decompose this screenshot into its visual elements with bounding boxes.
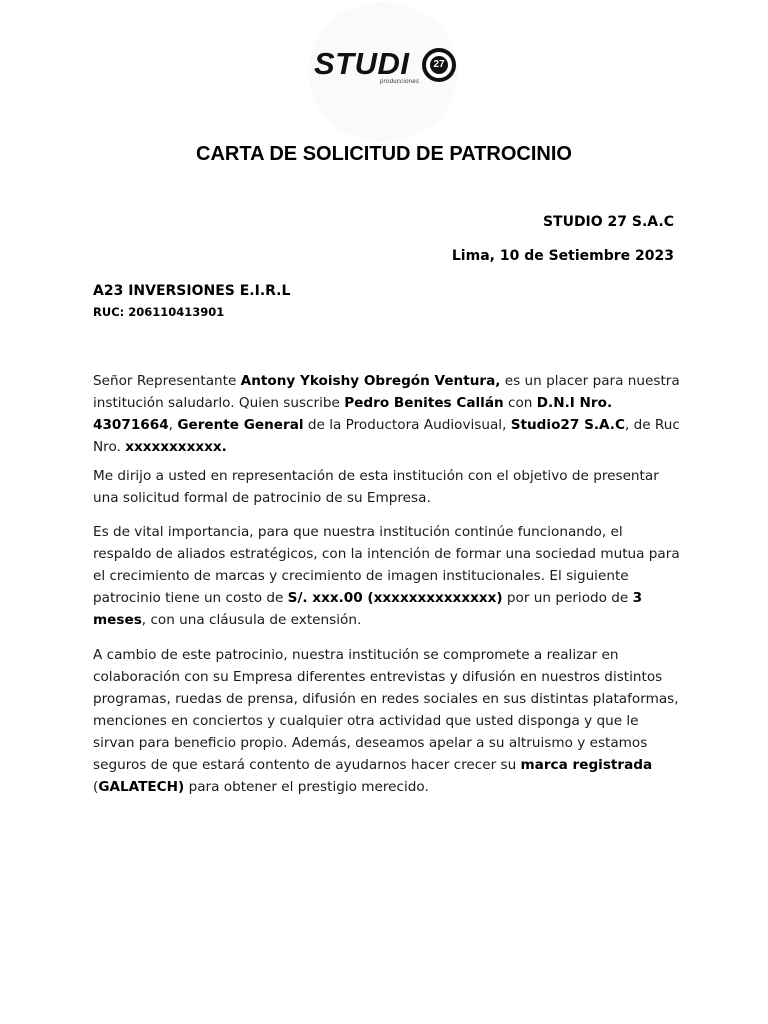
text-run: por un periodo de [502,590,633,606]
logo-tagline: producciones [380,79,420,85]
paragraph-purpose: Me dirijo a usted en representación de esta institución con el objetivo de presentar una solicitud formal de patrocinio de su Empresa. [93,468,659,506]
text-run: , con una cláusula de extensión. [141,612,362,628]
logo-number: 27 [430,56,448,74]
representative-name: Antony Ykoishy Obregón Ventura, [240,373,501,389]
recipient-name: A23 INVERSIONES E.I.R.L [93,283,291,299]
brand-name: GALATECH) [98,779,185,795]
document-title: CARTA DE SOLICITUD DE PATROCINIO [196,143,572,165]
letter-date: Lima, 10 de Setiembre 2023 [451,248,674,264]
sponsorship-cost: S/. xxx.00 (xxxxxxxxxxxxxx) [287,590,503,606]
signatory-dni: D.N.I Nro. 43071664 [93,395,613,433]
paragraph-cost [93,521,683,631]
text-run: Señor Representante [93,373,241,389]
paragraph-benefits [93,644,683,798]
signatory-role: Gerente General [177,417,304,433]
text-run: A cambio de este patrocinio, nuestra institución se compromete a realizar en colaboración con su Empresa diferentes entrevistas y difusión en nuestros distintos programas, ruedas de prensa, difusión en redes sociales en sus distintas plataformas, menciones en conciertos y cualquier otra actividad que usted disponga y que le sirvan para beneficio propio. Además, deseamos apelar a su altruismo y estamos seguros de que estará contento de ayudarnos hacer crecer su [93,647,679,773]
text-run: , [168,417,178,433]
logo-ring-icon [422,48,456,82]
text-run: es un placer para nuestra institución saludarlo. Quien suscribe [93,373,680,411]
paragraph-greeting [93,370,683,458]
text-run: con [503,395,537,411]
studio27-logo [302,2,464,144]
logo-wordmark: STUDI [314,46,410,81]
brand-label: marca registrada [520,757,653,773]
text-run: de la Productora Audiovisual, [303,417,511,433]
text-run: para obtener el prestigio merecido. [184,779,429,795]
text-run: ( [93,779,99,795]
signatory-name: Pedro Benites Callán [344,395,504,411]
company-name: Studio27 S.A.C [510,417,625,433]
text-run: , de Ruc Nro. [93,417,680,455]
recipient-ruc: RUC: 206110413901 [93,305,225,319]
sponsorship-period: 3 meses [93,590,643,628]
company-ruc: xxxxxxxxxxx. [125,439,227,455]
text-run: Es de vital importancia, para que nuestra institución continúe funcionando, el respaldo de aliados estratégicos, con la intención de formar una sociedad mutua para el crecimiento de marcas y crecimiento de imagen institucionales. El siguiente patrocinio tiene un costo de [93,524,680,606]
sender-company: STUDIO 27 S.A.C [542,214,674,230]
